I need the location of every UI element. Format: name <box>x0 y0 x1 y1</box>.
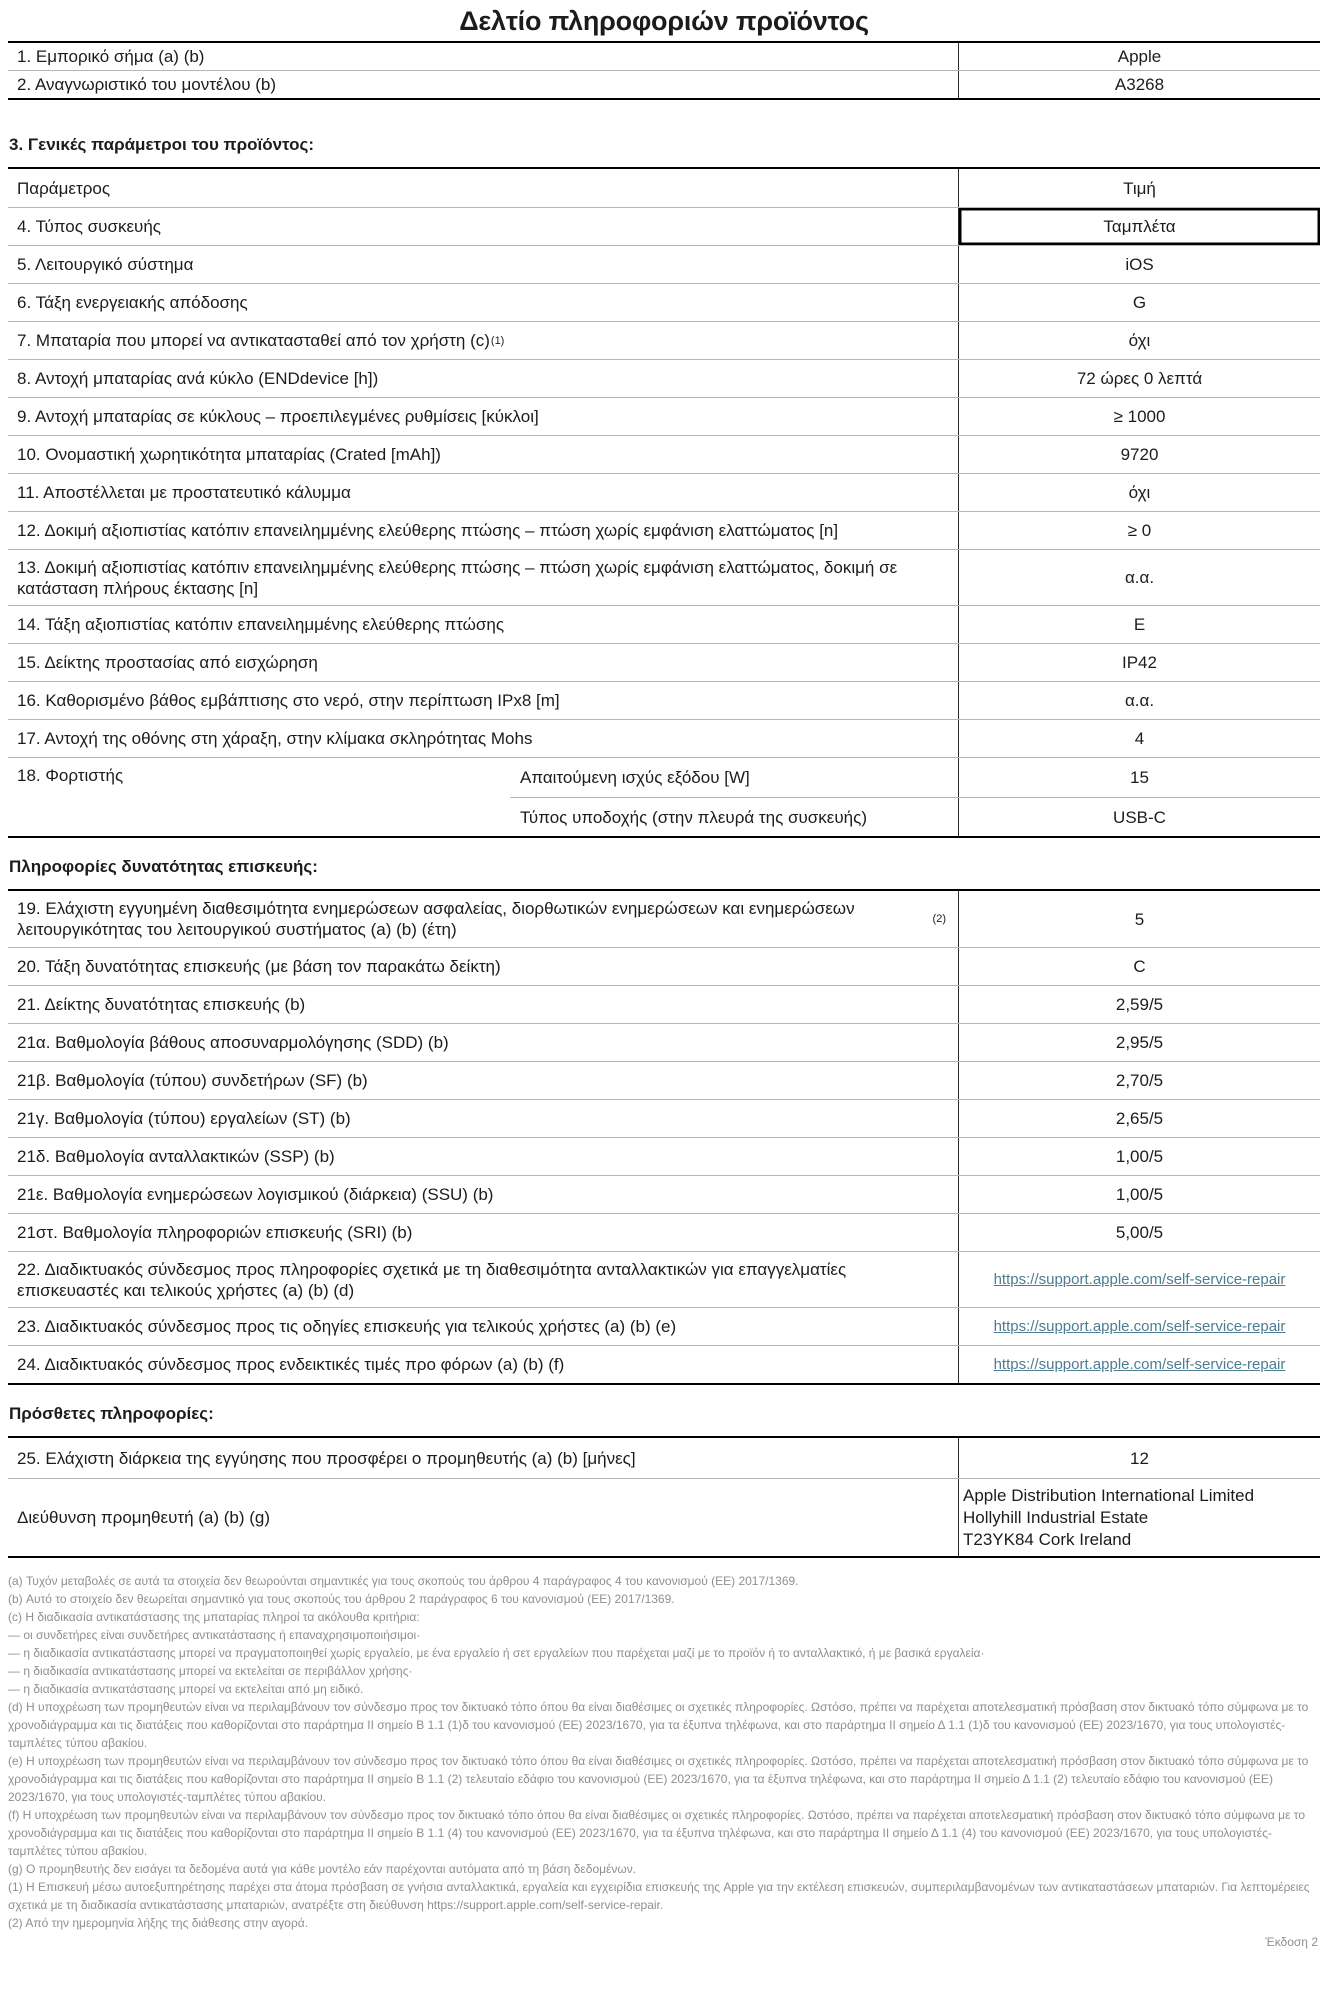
table-row <box>8 1137 1320 1175</box>
table-row <box>8 1099 1320 1137</box>
charger-power-value-text: 15 <box>1130 768 1149 787</box>
charger-power-value <box>958 758 1320 797</box>
row-label <box>8 1100 958 1137</box>
supplier-address-line: T23YK84 Cork Ireland <box>963 1529 1132 1549</box>
footnote-text: (2) Από την ημερομηνία λήξης της διάθεσης στην αγορά. <box>8 1916 309 1930</box>
row-value <box>958 322 1320 359</box>
table-row <box>8 43 1320 70</box>
table-row <box>8 549 1320 605</box>
row-value <box>958 1252 1320 1307</box>
section-heading-general: 3. Γενικές παράμετροι του προϊόντος: <box>9 135 315 154</box>
table-row <box>8 207 1320 245</box>
row-value-text: E <box>1133 615 1146 634</box>
charger-port-value-text: USB-C <box>1113 807 1166 827</box>
row-value <box>958 71 1320 98</box>
version-label: Έκδοση 2 <box>1265 1935 1318 1949</box>
row-label-text: 12. Δοκιμή αξιοπιστίας κατόπιν επανειλημμένης ελεύθερης πτώσης – πτώση χωρίς εμφάνιση ελαττώματος [n] <box>17 521 839 540</box>
footnote <box>8 1860 1320 1878</box>
table-row <box>8 359 1320 397</box>
table-row <box>8 511 1320 549</box>
row-label-text: 5. Λειτουργικό σύστημα <box>17 255 194 274</box>
footnote <box>8 1608 1320 1626</box>
row-value <box>958 1346 1320 1383</box>
table-row <box>8 947 1320 985</box>
row-label <box>8 284 958 321</box>
table-row <box>8 435 1320 473</box>
row-value-text: G <box>1132 293 1147 312</box>
row-value <box>958 284 1320 321</box>
row-value-text: 1,00/5 <box>1115 1185 1164 1204</box>
footnote-text: (d) Η υποχρέωση των προμηθευτών είναι να περιλαμβάνουν τον σύνδεσμο προς τον δικτυακό τόπο όπου θα είναι διαθέσιμες οι σχετικές πληροφορίες. Ωστόσο, πρέπει να παρέχεται αποτελεσματική πρόσβαση στον δικτυακό τόπο σύμφωνα με το χρονοδιάγραμμα και τις διατάξεις που καθορίζονται στο παράρτημα ΙΙ σημείο Β 1.1 (1)δ του κανονισμού (ΕΕ) 2023/1670, για τα έξυπνα τηλέφωνα, και στο παράρτημα ΙΙ σημείο Δ 1.1 (1)δ του κανονισμού (ΕΕ) 2023/1670, για τους υπολογιστές-ταμπλέτες τύπου αβακίου. <box>8 1700 1309 1750</box>
row-label-text: 21β. Βαθμολογία (τύπου) συνδετήρων (SF) (b) <box>17 1071 368 1090</box>
row-value <box>958 208 1320 245</box>
charger-subrow-port <box>510 797 1320 836</box>
support-repair-link[interactable]: https://support.apple.com/self-service-repair <box>993 1356 1286 1373</box>
supplier-address-label-text: Διεύθυνση προμηθευτή (a) (b) (g) <box>17 1508 271 1527</box>
warranty-value-text: 12 <box>1130 1448 1149 1468</box>
charger-label <box>8 758 510 836</box>
row-label-text: 13. Δοκιμή αξιοπιστίας κατόπιν επανειλημμένης ελεύθερης πτώσης – πτώση χωρίς εμφάνιση ελαττώματος, δοκιμή σε κατάσταση πλήρους έκτασης [n] <box>17 557 898 598</box>
row-value <box>958 891 1320 947</box>
row-label <box>8 71 958 98</box>
warranty-value <box>958 1438 1320 1478</box>
row-value-text: 2,65/5 <box>1115 1109 1164 1128</box>
row-value-text: όχι <box>1128 331 1151 350</box>
table-row <box>8 1345 1320 1383</box>
footnote-text: (c) Η διαδικασία αντικατάστασης της μπαταρίας πληροί τα ακόλουθα κριτήρια: <box>8 1610 420 1624</box>
row-label <box>8 720 958 757</box>
table-row <box>8 397 1320 435</box>
row-label-text: 9. Αντοχή μπαταρίας σε κύκλους – προεπιλεγμένες ρυθμίσεις [κύκλοι] <box>17 407 539 426</box>
row-value-text: C <box>1133 957 1146 976</box>
table-row <box>8 1251 1320 1307</box>
row-value <box>958 512 1320 549</box>
footnote <box>8 1914 1320 1932</box>
table-row <box>8 1307 1320 1345</box>
table-row <box>8 70 1320 98</box>
table-row <box>8 985 1320 1023</box>
row-value <box>958 398 1320 435</box>
row-label-text: 21γ. Βαθμολογία (τύπου) εργαλείων (ST) (b) <box>17 1109 351 1128</box>
row-label <box>8 436 958 473</box>
row-value <box>958 1308 1320 1345</box>
warranty-label-text: 25. Ελάχιστη διάρκεια της εγγύησης που προσφέρει ο προμηθευτής (a) (b) [μήνες] <box>17 1448 636 1468</box>
row-label-text: 21στ. Βαθμολογία πληροφοριών επισκευής (SRI) (b) <box>17 1223 413 1242</box>
row-label-text: 20. Τάξη δυνατότητας επισκευής (με βάση τον παρακάτω δείκτη) <box>17 957 501 976</box>
row-value-text: 4 <box>1134 729 1145 748</box>
charger-port-value <box>958 798 1320 836</box>
row-label <box>8 606 958 643</box>
charger-power-label <box>510 758 958 797</box>
row-label-text: 16. Καθορισμένο βάθος εμβάπτισης στο νερό, στην περίπτωση IPx8 [m] <box>17 691 560 710</box>
row-label: 19. Ελάχιστη εγγυημένη διαθεσιμότητα ενημερώσεων ασφαλείας, διορθωτικών ενημερώσεων και ενημερώσεων λειτουργικότητας του λειτουργικού συστήματος (a) (b) (έτη) (2) <box>17 899 946 939</box>
footnote-text: (1) Η Επισκευή μέσω αυτοεξυπηρέτησης παρέχει στα άτομα πρόσβαση σε γνήσια ανταλλακτικά, εργαλεία και εγχειρίδια επισκευής της Apple για την εκτέλεση επισκευών, συμπεριλαμβανομένων των αντικαταστάσεων μπαταριών. Για λεπτομέρειες σχετικά με τη διαδικασία αντικατάστασης μπαταριών, ανατρέξτε στη διεύθυνση https://support.apple.com/self-service-repair. <box>8 1880 1310 1912</box>
row-value-text: IP42 <box>1122 653 1157 672</box>
row-value-text: 2,70/5 <box>1115 1071 1164 1090</box>
charger-label-text: 18. Φορτιστής <box>17 766 124 785</box>
row-label <box>8 1252 958 1307</box>
row-label <box>8 43 958 70</box>
row-label-text: 19. Ελάχιστη εγγυημένη διαθεσιμότητα ενημερώσεων ασφαλείας, διορθωτικών ενημερώσεων και ενημερώσεων λειτουργικότητας του λειτουργικού συστήματος (a) (b) (έτη) <box>17 899 855 939</box>
table-row <box>8 605 1320 643</box>
support-repair-link[interactable]: https://support.apple.com/self-service-repair <box>993 1318 1286 1335</box>
footnote-text: — οι συνδετήρες είναι συνδετήρες αντικατάστασης ή επαναχρησιμοποιήσιμοι· <box>8 1628 421 1642</box>
row-value <box>958 682 1320 719</box>
row-value <box>958 1062 1320 1099</box>
row-label-text: 7. Μπαταρία που μπορεί να αντικατασταθεί από τον χρήστη (c) <box>17 331 490 350</box>
supplier-address-row <box>8 1478 1320 1556</box>
row-value <box>958 1214 1320 1251</box>
charger-sub-table <box>510 758 1320 836</box>
footnote-text: (b) Αυτό το στοιχείο δεν θεωρείται σημαντικό για τους σκοπούς του άρθρου 2 παράγραφος 6 του κανονισμού (ΕΕ) 2017/1369. <box>8 1592 675 1606</box>
footnote <box>8 1752 1320 1806</box>
repairability-table <box>8 889 1320 1385</box>
row-label <box>8 550 958 605</box>
row-label-text: 14. Τάξη αξιοπιστίας κατόπιν επανειλημμένης ελεύθερης πτώσης <box>17 615 505 634</box>
footnotes-block <box>8 1572 1320 1932</box>
row-label <box>8 1308 958 1345</box>
footnote <box>8 1590 1320 1608</box>
charger-row <box>8 757 1320 836</box>
brand-model-table <box>8 41 1320 100</box>
row-value-text: iOS <box>1125 255 1154 274</box>
row-value <box>958 986 1320 1023</box>
row-label <box>8 512 958 549</box>
row-label-text: 10. Ονομαστική χωρητικότητα μπαταρίας (Crated [mAh]) <box>17 445 441 464</box>
row-label-text: 6. Τάξη ενεργειακής απόδοσης <box>17 293 248 312</box>
row-label <box>8 1214 958 1251</box>
footnote-text: (g) Ο προμηθευτής δεν εισάγει τα δεδομένα αυτά για κάθε μοντέλο εάν παρέχονται αυτόματα από τη βάση δεδομένων. <box>8 1862 637 1876</box>
footnote-text: — η διαδικασία αντικατάστασης μπορεί να εκτελείται από μη ειδικό. <box>8 1682 364 1696</box>
row-value <box>958 43 1320 70</box>
supplier-address-line: Apple Distribution International Limited <box>963 1485 1255 1505</box>
row-value-text: 9720 <box>1120 445 1159 464</box>
warranty-row <box>8 1438 1320 1478</box>
row-label-text: 2. Αναγνωριστικό του μοντέλου (b) <box>17 75 276 94</box>
row-label <box>8 1346 958 1383</box>
row-label-text: 8. Αντοχή μπαταρίας ανά κύκλο (ENDdevice [h]) <box>17 369 379 388</box>
row-label <box>8 1062 958 1099</box>
support-repair-link[interactable]: https://support.apple.com/self-service-repair <box>993 1271 1286 1288</box>
table-row <box>8 719 1320 757</box>
table-row <box>8 1175 1320 1213</box>
column-header-parameter: Παράμετρος <box>17 178 111 198</box>
table-row <box>8 321 1320 359</box>
row-value <box>958 720 1320 757</box>
row-value-text: 72 ώρες 0 λεπτά <box>1076 369 1203 388</box>
row-label <box>8 986 958 1023</box>
row-label <box>8 474 958 511</box>
row-value-text: ≥ 1000 <box>1113 407 1166 426</box>
footnote-text: (a) Τυχόν μεταβολές σε αυτά τα στοιχεία δεν θεωρούνται σημαντικές για τους σκοπούς του άρθρου 4 παράγραφος 4 του κανονισμού (ΕΕ) 2017/1369. <box>8 1574 799 1588</box>
footnote <box>8 1644 1320 1662</box>
row-value <box>958 644 1320 681</box>
row-value-text: α.α. <box>1124 568 1155 587</box>
supplier-address-line: Hollyhill Industrial Estate <box>963 1507 1149 1527</box>
row-label-text: 24. Διαδικτυακός σύνδεσμος προς ενδεικτικές τιμές προ φόρων (a) (b) (f) <box>17 1355 565 1374</box>
row-value <box>958 436 1320 473</box>
charger-port-label-text: Τύπος υποδοχής (στην πλευρά της συσκευής) <box>520 807 867 827</box>
footnote <box>8 1626 1320 1644</box>
row-label <box>8 682 958 719</box>
row-value <box>958 1138 1320 1175</box>
column-header-value: Τιμή <box>958 169 1320 207</box>
table-row <box>8 1023 1320 1061</box>
footnote-text: — η διαδικασία αντικατάστασης μπορεί να πραγματοποιηθεί χωρίς εργαλείο, με ένα εργαλείο ή σετ εργαλείων που παρέχεται μαζί με το προϊόν ή το ανταλλακτικό, ή με βασικά εργαλεία· <box>8 1646 985 1660</box>
table-row <box>8 1213 1320 1251</box>
row-label-text: 17. Αντοχή της οθόνης στη χάραξη, στην κλίμακα σκληρότητας Mohs <box>17 729 533 748</box>
row-value-text: A3268 <box>1114 75 1165 94</box>
row-value <box>958 1176 1320 1213</box>
row-label <box>8 246 958 283</box>
row-label <box>8 1176 958 1213</box>
charger-port-label <box>510 798 958 836</box>
table-row <box>8 643 1320 681</box>
page-title: Δελτίο πληροφοριών προϊόντος <box>459 6 869 36</box>
footnote-text: (f) Η υποχρέωση των προμηθευτών είναι να περιλαμβάνουν τον σύνδεσμο προς τον δικτυακό τόπο όπου θα είναι διαθέσιμες οι σχετικές πληροφορίες. Ωστόσο, πρέπει να παρέχεται αποτελεσματική πρόσβαση στον δικτυακό τόπο σύμφωνα με το χρονοδιάγραμμα και τις διατάξεις που καθορίζονται στο παράρτημα ΙΙ σημείο Β 1.1 (4) του κανονισμού (ΕΕ) 2023/1670, για τα έξυπνα τηλέφωνα, και στο παράρτημα ΙΙ σημείο Δ 1.1 (4) του κανονισμού (ΕΕ) 2023/1670, για τους υπολογιστές-ταμπλέτες τύπου αβακίου. <box>8 1808 1306 1858</box>
row-label-text: 21ε. Βαθμολογία ενημερώσεων λογισμικού (διάρκεια) (SSU) (b) <box>17 1185 494 1204</box>
row-value <box>958 550 1320 605</box>
row-label <box>8 398 958 435</box>
row-value <box>958 360 1320 397</box>
row-value-text: 5 <box>1134 909 1145 929</box>
charger-subrow-power <box>510 758 1320 797</box>
row-value <box>958 948 1320 985</box>
row-label-text: 1. Εμπορικό σήμα (a) (b) <box>17 47 205 66</box>
row-value-text: ≥ 0 <box>1127 521 1152 540</box>
row-value-text: όχι <box>1128 483 1151 502</box>
footnote <box>8 1698 1320 1752</box>
row-value <box>958 1100 1320 1137</box>
warranty-label <box>8 1438 958 1478</box>
section-heading-additional: Πρόσθετες πληροφορίες: <box>9 1404 214 1423</box>
row-label-text: 11. Αποστέλλεται με προστατευτικό κάλυμμα <box>17 483 351 502</box>
general-parameters-table <box>8 167 1320 838</box>
footnote <box>8 1572 1320 1590</box>
supplier-address-value <box>958 1479 1320 1556</box>
row-value <box>958 246 1320 283</box>
table-row <box>8 1061 1320 1099</box>
table-row <box>8 245 1320 283</box>
supplier-address-label <box>8 1479 958 1556</box>
footnote <box>8 1680 1320 1698</box>
row-label-text: 21. Δείκτης δυνατότητας επισκευής (b) <box>17 995 306 1014</box>
row-value-text: Apple <box>1117 47 1162 66</box>
footnote-text: (e) Η υποχρέωση των προμηθευτών είναι να περιλαμβάνουν τον σύνδεσμο προς τον δικτυακό τόπο όπου θα είναι διαθέσιμες οι σχετικές πληροφορίες. Ωστόσο, πρέπει να παρέχεται αποτελεσματική πρόσβαση στον δικτυακό τόπο σύμφωνα με το χρονοδιάγραμμα και τις διατάξεις που καθορίζονται στο παράρτημα ΙΙ σημείο Β 1.1 (2) τελευταίο εδάφιο του κανονισμού (ΕΕ) 2023/1670, για τα έξυπνα τηλέφωνα, και στο παράρτημα ΙΙ σημείο Δ 1.1 (2) τελευταίο εδάφιο του κανονισμού (ΕΕ) 2023/1670, για τους υπολογιστές-ταμπλέτες τύπου αβακίου. <box>8 1754 1309 1804</box>
row-label <box>8 1024 958 1061</box>
row-value-text: 5,00/5 <box>1115 1223 1164 1242</box>
row-label-text: 15. Δείκτης προστασίας από εισχώρηση <box>17 653 318 672</box>
row-label-text: 4. Τύπος συσκευής <box>17 217 161 236</box>
section-heading-repairability: Πληροφορίες δυνατότητας επισκευής: <box>9 857 318 876</box>
table-row <box>8 891 1320 947</box>
table-row <box>8 283 1320 321</box>
row-label <box>8 208 958 245</box>
row-label-text: 23. Διαδικτυακός σύνδεσμος προς τις οδηγίες επισκευής για τελικούς χρήστες (a) (b) (e) <box>17 1317 677 1336</box>
row-value <box>958 606 1320 643</box>
table-header-row <box>8 169 1320 207</box>
footnote-text: — η διαδικασία αντικατάστασης μπορεί να εκτελείται σε περιβάλλον χρήσης· <box>8 1664 413 1678</box>
row-label <box>8 360 958 397</box>
row-label-text: 21δ. Βαθμολογία ανταλλακτικών (SSP) (b) <box>17 1147 335 1166</box>
row-value-text: 2,95/5 <box>1115 1033 1164 1052</box>
row-value-text: α.α. <box>1124 691 1155 710</box>
row-value-text: 1,00/5 <box>1115 1147 1164 1166</box>
row-value-text: Ταμπλέτα <box>1103 217 1176 236</box>
row-label-text: 21α. Βαθμολογία βάθους αποσυναρμολόγησης (SDD) (b) <box>17 1033 449 1052</box>
row-label: 7. Μπαταρία που μπορεί να αντικατασταθεί από τον χρήστη (c) (1) <box>17 331 505 350</box>
footnote <box>8 1878 1320 1914</box>
row-label <box>8 644 958 681</box>
row-label-text: 22. Διαδικτυακός σύνδεσμος προς πληροφορίες σχετικά με τη διαθεσιμότητα ανταλλακτικών για επαγγελματίες επισκευαστές και τελικούς χρήστες (a) (b) (d) <box>17 1259 847 1300</box>
row-label <box>8 1138 958 1175</box>
table-row <box>8 473 1320 511</box>
footnote <box>8 1806 1320 1860</box>
row-value <box>958 474 1320 511</box>
additional-information-table <box>8 1436 1320 1558</box>
charger-power-label-text: Απαιτούμενη ισχύς εξόδου [W] <box>520 768 750 787</box>
footnote <box>8 1662 1320 1680</box>
row-value-text: 2,59/5 <box>1115 995 1164 1014</box>
table-row <box>8 681 1320 719</box>
row-value <box>958 1024 1320 1061</box>
row-label <box>8 948 958 985</box>
